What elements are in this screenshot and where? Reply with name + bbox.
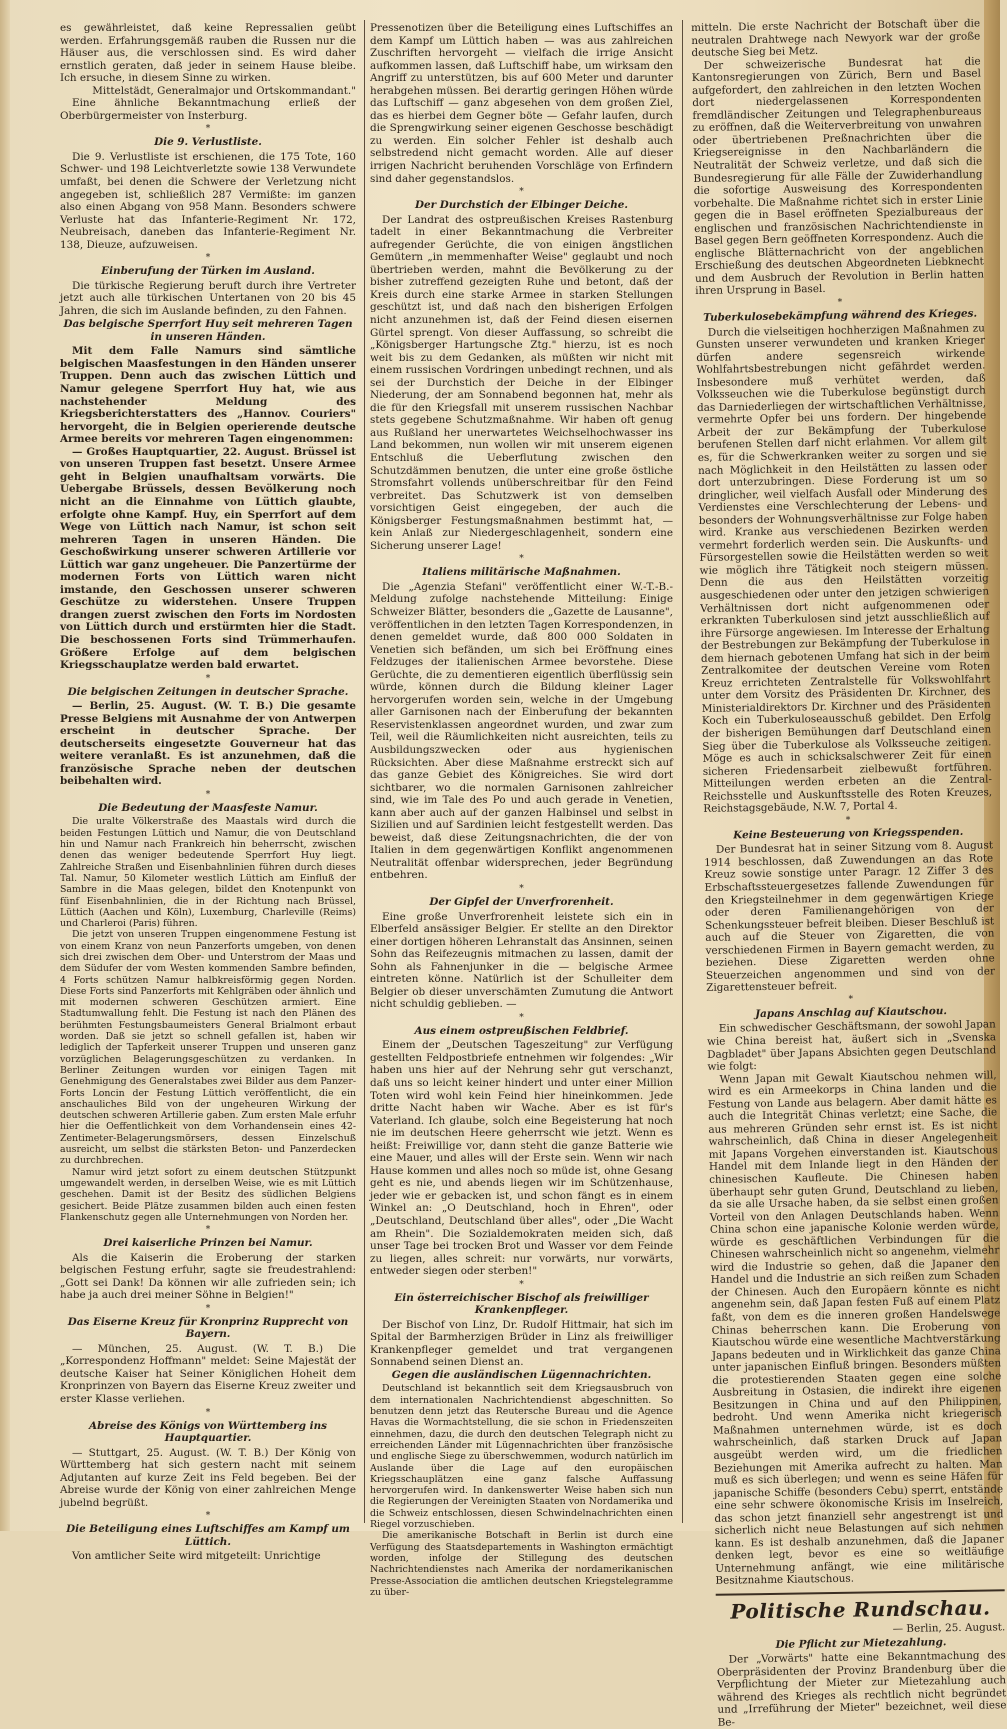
paragraph: Die „Agenzia Stefani" veröffentlicht einer W.-T.-B.-Meldung zufolge nachstehende Mitteilung: Einige Schweizer Blätter, besonders die „Gazette de Lausanne", veröffentlichen in den letzten Tagen Korrespondenzen, in denen gemeldet wurde, daß 800 000 Soldaten in Venetien sich befänden, um sich bei Eröffnung eines Feldzuges der italienischen Armee bevorstehe. Diese Gerüchte, die zu dementieren eigentlich überflüssig sein würde, können durch die Bildung kleiner Lager hervorgerufen worden sein, welche in der Umgebung aller Garnisonen nach der Einberufung der bekannten Reservistenklassen angeordnet wurden, und zwar zum Teil, weil die Räumlichkeiten nicht ausreichten, teils zu Ausbildungszwecken oder aus hygienischen Rücksichten. Aber diese Maßnahme erstreckt sich auf das ganze Gebiet des Königreiches. Sie wird dort sichtbarer, wo die normalen Garnisonen zahlreicher sind, wie im Tale des Po und auch gerade in Venetien, kann aber auch auf der ganzen Halbinsel und selbst in Sizilien und auf Sardinien leicht festgestellt werden. Das beweist, daß diese Zeitungsnachrichten, die der von Italien in dem gegenwärtigen Konflikt angenommenen Neutralität offenbar widersprechen, jeder Begründung entbehren. bbox=[370, 580, 673, 882]
paragraph: — Stuttgart, 25. August. (W. T. B.) Der König von Württemberg hat sich gestern nacht mit seinem Adjutanten auf kurze Zeit ins Feld begeben. Bei der Abreise wurde der König von einer zahlreichen Menge jubelnd begrüßt. bbox=[60, 1446, 356, 1509]
headline: Einberufung der Türken im Ausland. bbox=[101, 265, 315, 278]
paragraph: Eine große Unverfrorenheit leistete sich ein in Elberfeld ansässiger Belgier. Er stellte an den Direktor einer dortigen höheren Lehranstalt das Ansinnen, seinen Sohn das Reifezeugnis mitmachen zu lassen, damit der Sohn als Fahnenjunker in die — belgische Armee eintreten könne. Natürlich ist der Schulleiter dem Belgier ob dieser unverschämten Zumutung die Antwort nicht schuldig geblieben. — bbox=[370, 910, 673, 1011]
paragraph: Eine ähnliche Bekanntmachung erließ der Oberbürgermeister von Insterburg. bbox=[60, 97, 356, 122]
headline: Gegen die ausländischen Lügennachrichten. bbox=[391, 1368, 652, 1381]
headline: Aus einem ostpreußischen Feldbrief. bbox=[414, 1024, 629, 1037]
headline: Die Beteiligung eines Luftschiffes am Kampf um Lüttich. bbox=[66, 1523, 350, 1548]
headline: Italiens militärische Maßnahmen. bbox=[422, 566, 621, 579]
separator-star: * bbox=[205, 1225, 211, 1236]
column-2 bbox=[370, 22, 673, 1598]
paragraph: Einem der „Deutschen Tageszeitung" zur Verfügung gestellten Feldpostbriefe entnehmen wir folgendes: „Wir haben uns hier auf der Nehrung sehr gut verschanzt, daß uns so leicht keiner hindert und unter einer Million Toten wird wohl kein Feind hier hineinkommen. Jede dritte Nacht haben wir Wache. Aber es ist für's Vaterland. Ich glaube, solch eine Begeisterung hat noch nie im deutschen Heere geherrscht wie jetzt. Wenn es heißt: Freiwillige vor, dann steht die ganze Batterie wie eine Mauer, und alles will der Erste sein. Wenn wir nach Hause kommen und alles noch so müde ist, ohne Gesang geht es nie, und abends liegen wir im Schützenhause, jeder wie er gebacken ist, und schon fängt es in einem Winkel an: „O Deutschland, hoch in Ehren", oder „Deutschland, Deutschland über alles", oder „Die Wacht am Rhein". Die Sozialdemokraten meiden sich, daß unser Tage bei trocken Brot und Wasser vor dem Feinde zu liegen, alles schreit: nur vorwärts, nur vorwärts, entweder siegen oder sterben!" bbox=[370, 1039, 673, 1278]
headline: Tuberkulosebekämpfung während des Krieges. bbox=[703, 307, 978, 324]
article-continuation: es gewährleistet, daß keine Repressalien geübt werden. Erfahrungsgemäß rauben die Russen nur die Häuser aus, die verschlossen sind. Es wird daher ernstlich geraten, daß jeder in seinem Hause bleibe. Ich ersuche, in diesem Sinne zu wirken. bbox=[60, 22, 356, 85]
signature: Mittelstädt, Generalmajor und Ortskommandant." bbox=[92, 84, 356, 97]
paragraph: Der schweizerische Bundesrat hat die Kantonsregierungen von Zürich, Bern und Basel aufgefordert, den zahlreichen in den letzten Wochen dort niedergelassenen Korrespondenten fremdländischer Zeitungen und Telegraphenbureaus zu eröffnen, daß die Weiterverbreitung von unwahren oder übertriebenen Preßnachrichten über die Kriegsereignisse in den Nachbarländern die Neutralität der Schweiz verletze, und daß sich die Bundesregierung für alle Fälle der Zuwiderhandlung die sofortige Ausweisung des Korrespondenten vorbehalte. Die Maßnahme richtet sich in erster Linie gegen die in Basel eröffneten Spezialbureaus der englischen und französischen Nachrichtendienste in Basel gegen Bern geöffneten Korrespondenz. Auch die englische Blätternachricht von der angeblichen Erschießung des deutschen Abgeordneten Liebknecht und dem Ausbruch der Revolution in Berlin hatten ihren Ursprung in Basel. bbox=[691, 55, 985, 298]
separator-star: * bbox=[205, 124, 211, 135]
paragraph: Durch die vielseitigen hochherzigen Maßnahmen zu Gunsten unserer verwundeten und kranken Krieger dürfen andere segensreich wirkende Wohlfahrtsbestrebungen nicht gefährdet werden. Insbesondere muß verhütet werden, daß Volksseuchen wie die Tuberkulose begünstigt durch das Darniederliegen der wirtschaftlichen Verhältnisse, vermehrte Opfer bei uns fordern. Der hingebende Arbeit der zur Bekämpfung der Tuberkulose berufenen Stellen darf nicht erlahmen. Vor allem gilt es, für die Schwerkranken weiter zu sorgen und sie nach Möglichkeit in den Heilstätten zu lassen oder dort unterzubringen. Diese Forderung ist um so dringlicher, weil vielfach Ausfall oder Minderung des Verdienstes eine Verschlechterung der Lebens- und besonders der Wohnungsverhältnisse zur Folge haben wird. Kranke aus verschiedenen Bezirken werden vermehrt forderlich werden sein. Die Auskunfts- und Fürsorgestellen sowie die Heilstätten werden so weit wie möglich ihre Tätigkeit noch steigern müssen. Denn die aus den Heilstätten vorzeitig ausgeschiedenen oder unter den jetzigen schwierigen Verhältnissen dort nicht aufgenommenen oder erkrankten Tuberkulosen sind jetzt ausschließlich auf ihre Fürsorge angewiesen. Im Interesse der Erhaltung der Bestrebungen zur Bekämpfung der Tuberkulose in dem hiernach gebotenen Umfang hat sich in der beim Zentralkomitee der deutschen Vereine vom Roten Kreuz errichteten Zentralstelle für Volkswohlfahrt unter dem Vorsitz des Präsidenten Dr. Kirchner, des Ministerialdirektors Dr. Kirchner und des Präsidenten Koch ein Tuberkuloseausschuß gebildet. Den Erfolg der bisherigen Bemühungen darf Deutschland einen Sieg über die Tuberkulose als Volksseuche zeitigen. Möge es auch in schicksalschwerer Zeit für einen sicheren Friedensarbeit zielbewußt fortführen. Mitteilungen werden erbeten an die Zentral-Reichsstelle und Auskunftsstelle des Roten Kreuzes, Reichstagsgebäude, N.W. 7, Portal 4. bbox=[695, 321, 993, 816]
paragraph: Deutschland ist bekanntlich seit dem Kriegsausbruch von dem internationalen Nachrichtendienst abgeschnitten. So benutzen denn jetzt das Reutersche Bureau und die Agence Havas die Wormachtstellung, die sie schon in Friedenszeiten einnehmen, dazu, die durch den deutschen Telegraph nicht zu erreichenden Länder mit Lügennachrichten über französische und englische Siege zu überschwemmen, wodurch natürlich im Auslande über die Lage auf den europäischen Kriegsschauplätzen eine ganz falsche Auffassung hervorgerufen wird. In dankenswerter Weise haben sich nun die Regierungen der Vereinigten Staaten von Nordamerika und die Schweiz entschlossen, diesen Schwindelnachrichten einen Riegel vorzuschieben. bbox=[370, 1383, 673, 1531]
separator-star: * bbox=[205, 253, 211, 264]
separator-star: * bbox=[519, 1279, 524, 1290]
headline: Das belgische Sperrfort Huy seit mehreren Tagen in unseren Händen. bbox=[63, 318, 353, 343]
headline: Das Eiserne Kreuz für Kronprinz Rupprecht von Bayern. bbox=[67, 1315, 349, 1341]
left-margin-strip bbox=[0, 0, 10, 1531]
separator-star: * bbox=[205, 1407, 211, 1418]
headline: Japans Anschlag auf Kiautschou. bbox=[755, 1005, 948, 1021]
paragraph: Namur wird jetzt sofort zu einem deutschen Stützpunkt umgewandelt werden, in derselben Weise, wie es mit Lüttich geschehen. Damit ist der Besitz des südlichen Belgiens gesichert. Beide Plätze zusammen bilden auch einen festen Flankenschutz gegen alle Unternehmungen von Norden her. bbox=[60, 1166, 356, 1223]
separator-star: * bbox=[519, 554, 524, 565]
column-1 bbox=[60, 22, 356, 1563]
paragraph: Ein schwedischer Geschäftsmann, der sowohl Japan wie China bereist hat, äußert sich in „Svenska Dagbladet" über Japans Absichten gegen Deutschland wie folgt: bbox=[706, 1018, 997, 1073]
headline: Der Gipfel der Unverfrorenheit. bbox=[429, 896, 614, 908]
separator-star: * bbox=[519, 1012, 524, 1023]
separator-star: * bbox=[848, 994, 854, 1005]
paragraph: Die 9. Verlustliste ist erschienen, die 175 Tote, 160 Schwer- und 198 Leichtverletzte sowie 138 Verwundete umfaßt, bei denen die Schwere der Verletzung nicht angegeben ist, schließlich 287 Vermißte: im ganzen also einen Abgang von 958 Mann. Besonders schwere Verluste hat das Infanterie-Regiment Nr. 172, Neubreisach, daneben das Infanterie-Regiment Nr. 138, Dieuze, aufzuweisen. bbox=[60, 150, 356, 251]
paragraph: Die amerikanische Botschaft in Berlin ist durch eine Verfügung des Staatsdepartements in Washington ermächtigt worden, infolge der Stillegung des deutschen Nachrichtendienstes nach Amerika der nordamerikanischen Presse-Association die amtlichen deutschen Kriegstelegramme zu über- bbox=[370, 1530, 673, 1598]
paragraph: — Großes Hauptquartier, 22. August. Brüssel ist von unseren Truppen fast besetzt. Unsere Armee geht in Belgien unaufhaltsam vorwärts. Die Uebergabe Brüssels, dessen Bevölkerung noch nicht an die Einnahme von Lüttich glaubte, erfolgte ohne Kampf. Huy, ein Sperrfort auf dem Wege von Lüttich nach Namur, ist schon seit mehreren Tagen in unseren Händen. Die Geschoßwirkung unserer schweren Artillerie vor Lüttich war ganz ungeheuer. Die Panzertürme der modernen Forts von Lüttich waren nicht imstande, den Geschossen unserer schweren Geschütze zu widerstehen. Unsere Truppen drangen zuerst zwischen den Forts im Nordosten von Lüttich durch und erstürmten hier die Stadt. Die beschossenen Forts sind Trümmerhaufen. Größere Erfolge auf dem belgischen Kriegsschauplatze werden bald erwartet. bbox=[60, 445, 356, 672]
section-rule bbox=[716, 1589, 1005, 1596]
article-continuation: Pressenotizen über die Beteiligung eines Luftschiffes an dem Kampf um Lüttich haben — was aus zahlreichen Zuschriften hervorgeht — vielfach die irrige Ansicht aufkommen lassen, daß Luftschiff habe, um wirksam den Angriff zu unterstützen, bis auf 600 Meter und darunter herabgehen müssen. Bei derartig geringen Höhen würde das Luftschiff — ganz abgesehen von dem großen Ziel, das es hierbei dem Gegner böte — Gefahr laufen, durch die Sprengwirkung seiner eigenen Geschosse beschädigt zu werden. Ein solcher Fehler ist deshalb auch selbstredend nicht gemacht worden. Alle auf dieser irrigen Nachricht beruhenden Vorschläge von Erfindern sind daher gegenstandslos. bbox=[370, 22, 673, 185]
headline: Die Pflicht zur Mietezahlung. bbox=[775, 1635, 947, 1651]
separator-star: * bbox=[519, 187, 524, 198]
headline: Die belgischen Zeitungen in deutscher Sprache. bbox=[67, 685, 349, 698]
separator-star: * bbox=[205, 789, 211, 800]
paragraph: Von amtlicher Seite wird mitgeteilt: Unrichtige bbox=[72, 1550, 321, 1563]
headline: Abreise des Königs von Württemberg ins Hauptquartier. bbox=[89, 1419, 327, 1445]
paragraph: Mit dem Falle Namurs sind sämtliche belgischen Maasfestungen in den Händen unserer Truppen. Denn auch das zwischen Lüttich und Namur gelegene Sperrfort Huy hat, wie aus nachstehender Meldung des Kriegsberichterstatters des „Hannov. Couriers" hervorgeht, die in Belgien operierende deutsche Armee bereits vor mehreren Tagen eingenommen: bbox=[60, 345, 356, 446]
separator-star: * bbox=[519, 884, 524, 894]
paragraph: Die türkische Regierung beruft durch ihre Vertreter jetzt auch alle türkischen Untertanen von 20 bis 45 Jahren, die sich im Auslande befinden, zu den Fahnen. bbox=[60, 279, 356, 317]
paragraph: — München, 25. August. (W. T. B.) Die „Korrespondenz Hoffmann" meldet: Seine Majestät der deutsche Kaiser hat Seiner Königlichen Hoheit dem Kronprinzen von Bayern das Eiserne Kreuz zweiter und erster Klasse verliehen. bbox=[60, 1342, 356, 1405]
headline: Die 9. Verlustliste. bbox=[154, 136, 262, 149]
paragraph: Der Bundesrat hat in seiner Sitzung vom 8. August 1914 beschlossen, daß Zuwendungen an das Rote Kreuz sowie sonstige unter Paragr. 12 Ziffer 3 des Erbschaftssteuergesetzes fallende Zuwendungen für den Kriegsteilnehmer in dem gegenwärtigen Kriege oder deren Familienangehörigen von der Schenkungssteuer befreit bleiben. Dieser Beschluß ist auch auf die Steuer von Zigaretten, die von verschiedenen Firmen in Bayern gemacht werden, zu beziehen. Diese Zigaretten werden ohne Steuerzeichen angenommen und sind von der Zigarettensteuer befreit. bbox=[704, 839, 996, 995]
headline: Der Durchstich der Elbinger Deiche. bbox=[415, 199, 628, 212]
separator-star: * bbox=[205, 673, 211, 684]
headline: Drei kaiserliche Prinzen bei Namur. bbox=[103, 1237, 313, 1250]
column-3 bbox=[691, 17, 1007, 1729]
paragraph: Der Bischof von Linz, Dr. Rudolf Hittmair, hat sich im Spital der Barmherzigen Brüder in Linz als freiwilliger Krankenpfleger gemeldet und trat vergangenen Sonnabend seinen Dienst an. bbox=[370, 1318, 673, 1369]
paragraph: Als die Kaiserin die Eroberung der starken belgischen Festung erfuhr, sagte sie freudestrahlend: „Gott sei Dank! Da können wir alle zufrieden sein; ich habe ja auch drei meiner Söhne in Belgien!" bbox=[60, 1251, 356, 1302]
column-rule bbox=[682, 20, 683, 1523]
separator-star: * bbox=[845, 815, 851, 826]
dateline: — Berlin, 25. August. bbox=[892, 1621, 1006, 1636]
headline: Ein österreichischer Bischof als freiwilliger Krankenpfleger. bbox=[394, 1291, 649, 1317]
paragraph: Der Landrat des ostpreußischen Kreises Rastenburg tadelt in einer Bekanntmachung die Verbreiter aufregender Gerüchte, die von einigen ängstlichen Gemütern „in memmenhafter Weise" geglaubt und noch übertrieben werden, mahnt die Bevölkerung zu der bisher zutreffend gezeigten Ruhe und betont, daß der Kreis durch eine starke Armee in starken Stellungen geschützt ist, und daß nach den bisherigen Erfolgen nicht anzunehmen ist, daß der Feind diesen eisernen Gürtel sprengt. Von dieser Auffassung, so schreibt die „Königsberger Hartungsche Ztg." hierzu, ist es noch weit bis zu dem Gedanken, als müßten wir nicht mit einem russischen Vordringen unbedingt rechnen, und als sei der Durchstich der Deiche in der Elbinger Niederung, der am Sonnabend begonnen hat, mehr als die für den Kriegsfall mit unserem russischen Nachbar stets gegebene Schutzmaßnahme. Wir haben oft genug aus Rußland her unerwartetes Weichselhochwasser ins Land bekommen, nun wollen wir mit unserem eigenen Entschluß die Ueberflutung zwischen den Schutzdämmen benutzen, die unter eine große östliche Stromsfahrt vollends unüberschreitbar für den Feind verbreitet. Das Schutzwerk ist von demselben vorsichtigen Geist eingegeben, der auch die Königsberger Festungsmaßnahmen bestimmt hat, — kein Anlaß zur Niedergeschlagenheit, sondern eine Sicherung unserer Lage! bbox=[370, 213, 673, 552]
column-rule bbox=[364, 20, 365, 1523]
separator-star: * bbox=[837, 297, 843, 308]
paragraph: Die uralte Völkerstraße des Maastals wird durch die beiden Festungen Lüttich und Namur, die von Deutschland hin und Namur nach Frankreich hin beherrscht, zwischen denen das weniger bedeutende Sperrfort Huy liegt. Zahlreiche Straßen und Eisenbahnlinien führen durch dieses Tal. Namur, 50 Kilometer westlich Lüttich am Einfluß der Sambre in die Maas gelegen, bildet den Knotenpunkt von fünf Eisenbahnlinien, die in der Richtung nach Brüssel, Lüttich (Aachen und Köln), Luxemburg, Charleville (Reims) und Charleroi (Paris) führen. bbox=[60, 816, 356, 930]
separator-star: * bbox=[205, 1511, 211, 1522]
paragraph: Der „Vorwärts" hatte eine Bekanntmachung des Oberpräsidenten der Provinz Brandenburg über die Verpflichtung der Mieter zur Mietezahlung auch während des Krieges als rechtlich nicht begründet und „Irreführung der Mieter" bezeichnet, weil diese Be- bbox=[716, 1649, 1007, 1729]
paragraph: — Berlin, 25. August. (W. T. B.) Die gesamte Presse Belgiens mit Ausnahme der von Antwerpen erscheint in deutscher Sprache. Der deutscherseits eingesetzte Gouverneur hat das weitere veranlaßt. Es ist anzunehmen, daß die französische Sprache neben der deutschen beibehalten wird. bbox=[60, 700, 356, 788]
article-continuation: mitteln. Die erste Nachricht der Botschaft über die neutralen Drahtwege nach Newyork war der große deutsche Sieg bei Metz. bbox=[691, 17, 981, 60]
paragraph: Wenn Japan mit Gewalt Kiautschou nehmen will, wird es ein Armeekorps in China landen und die Festung von Lande aus belagern. Aber damit hätte es auch die Integrität Chinas verletzt; eine Sache, die aus mehreren Gründen sehr ernst ist. Es ist nicht wahrscheinlich, daß China in dieser Angelegenheit mit Japans Vorgehen einverstanden ist. Kiautschous Handel mit dem Inlande liegt in den Händen der chinesischen Kaufleute. Die Chinesen haben überhaupt sehr guten Grund, Deutschland zu lieben, da sie alle Ursache haben, da sie selbst einen großen Vorteil von den Anlagen Deutschlands haben. Wenn China schon eine japanische Kolonie werden würde, würde es geschäftlichen Verbindungen für die Chinesen wahrscheinlich nicht so angenehm, vielmehr wird die Industrie so gehen, daß die Japaner den Handel und die Industrie an sich reißen zum Schaden der Chinesen. Auch den Europäern könnte es nicht angenehm sein, daß Japan festen Fuß auf einem Platz faßt, von dem es die inneren großen Handelswege Chinas beherrschen kann. Die Eroberung von Kiautschou würde eine wesentliche Machtverstärkung Japans bedeuten und in Wirklichkeit das ganze China unter japanischen Einfluß bringen. Besonders müßten die protestierenden Staaten gegen eine solche Ausbreitung in Ostasien, die indirekt ihre eigenen Besitzungen in China und auf den Philippinen, bedroht. Und wenn Amerika nicht kriegerisch Maßnahmen unternehmen würde, ist es doch wahrscheinlich, daß starken Druck auf Japan ausgeübt werden wird, um die friedlichen Beziehungen mit Amerika aufrecht zu halten. Man muß es sich überlegen; und wenn es seine Häfen für japanische Schiffe (besonders Cebu) sperrt, entstände eine sehr schwere ökonomische Krisis im Inselreich, das schon jetzt finanziell sehr angestrengt ist und sicherlich nicht neue Belastungen auf sich nehmen kann. Es ist deshalb anzunehmen, daß die Japaner denken legt, bevor es eine so weitläufige Unternehmung anfängt, wie eine militärische Besitznahme Kiautschous. bbox=[707, 1068, 1005, 1588]
headline: Die Bedeutung der Maasfeste Namur. bbox=[98, 801, 318, 814]
section-title: Politische Rundschau. bbox=[730, 1595, 991, 1624]
paragraph: Die jetzt von unseren Truppen eingenommene Festung ist von einem Kranz von neun Panzerforts umgeben, von denen sich drei zwischen dem Ober- und Unterstrom der Maas und dem Südufer der vom Westen kommenden Sambre befinden, 4 Forts schützen Namur halbkreisförmig gegen Norden. Diese Forts sind Panzerforts mit Kehlgräben oder ähnlich und mit modernen schweren Geschützen armiert. Eine Stadtumwallung fehlt. Die Festung ist nach den Plänen des berühmten Festungsbaumeisters General Brialmont erbaut worden. Daß sie jetzt so schnell gefallen ist, haben wir lediglich der Tapferkeit unserer Truppen und unseren ganz vorzüglichen Belagerungsgeschützen zu verdanken. In Berliner Zeitungen wurden vor einigen Tagen mit Genehmigung des Generalstabes zwei Bilder aus dem Panzer-Forts Loncin der Festung Lüttich veröffentlicht, die ein anschauliches Bild von der ungeheuren Wirkung der deutschen schweren Artillerie gaben. Zum ersten Male erfuhr hier die Oeffentlichkeit von dem Vorhandensein eines 42-Zentimeter-Belagerungsmörsers, dessen Einzelschuß ausreicht, um selbst die stärksten Beton- und Panzerdecken zu durchbrechen. bbox=[60, 929, 356, 1167]
separator-star: * bbox=[205, 1303, 211, 1314]
headline: Keine Besteuerung von Kriegsspenden. bbox=[733, 825, 964, 842]
